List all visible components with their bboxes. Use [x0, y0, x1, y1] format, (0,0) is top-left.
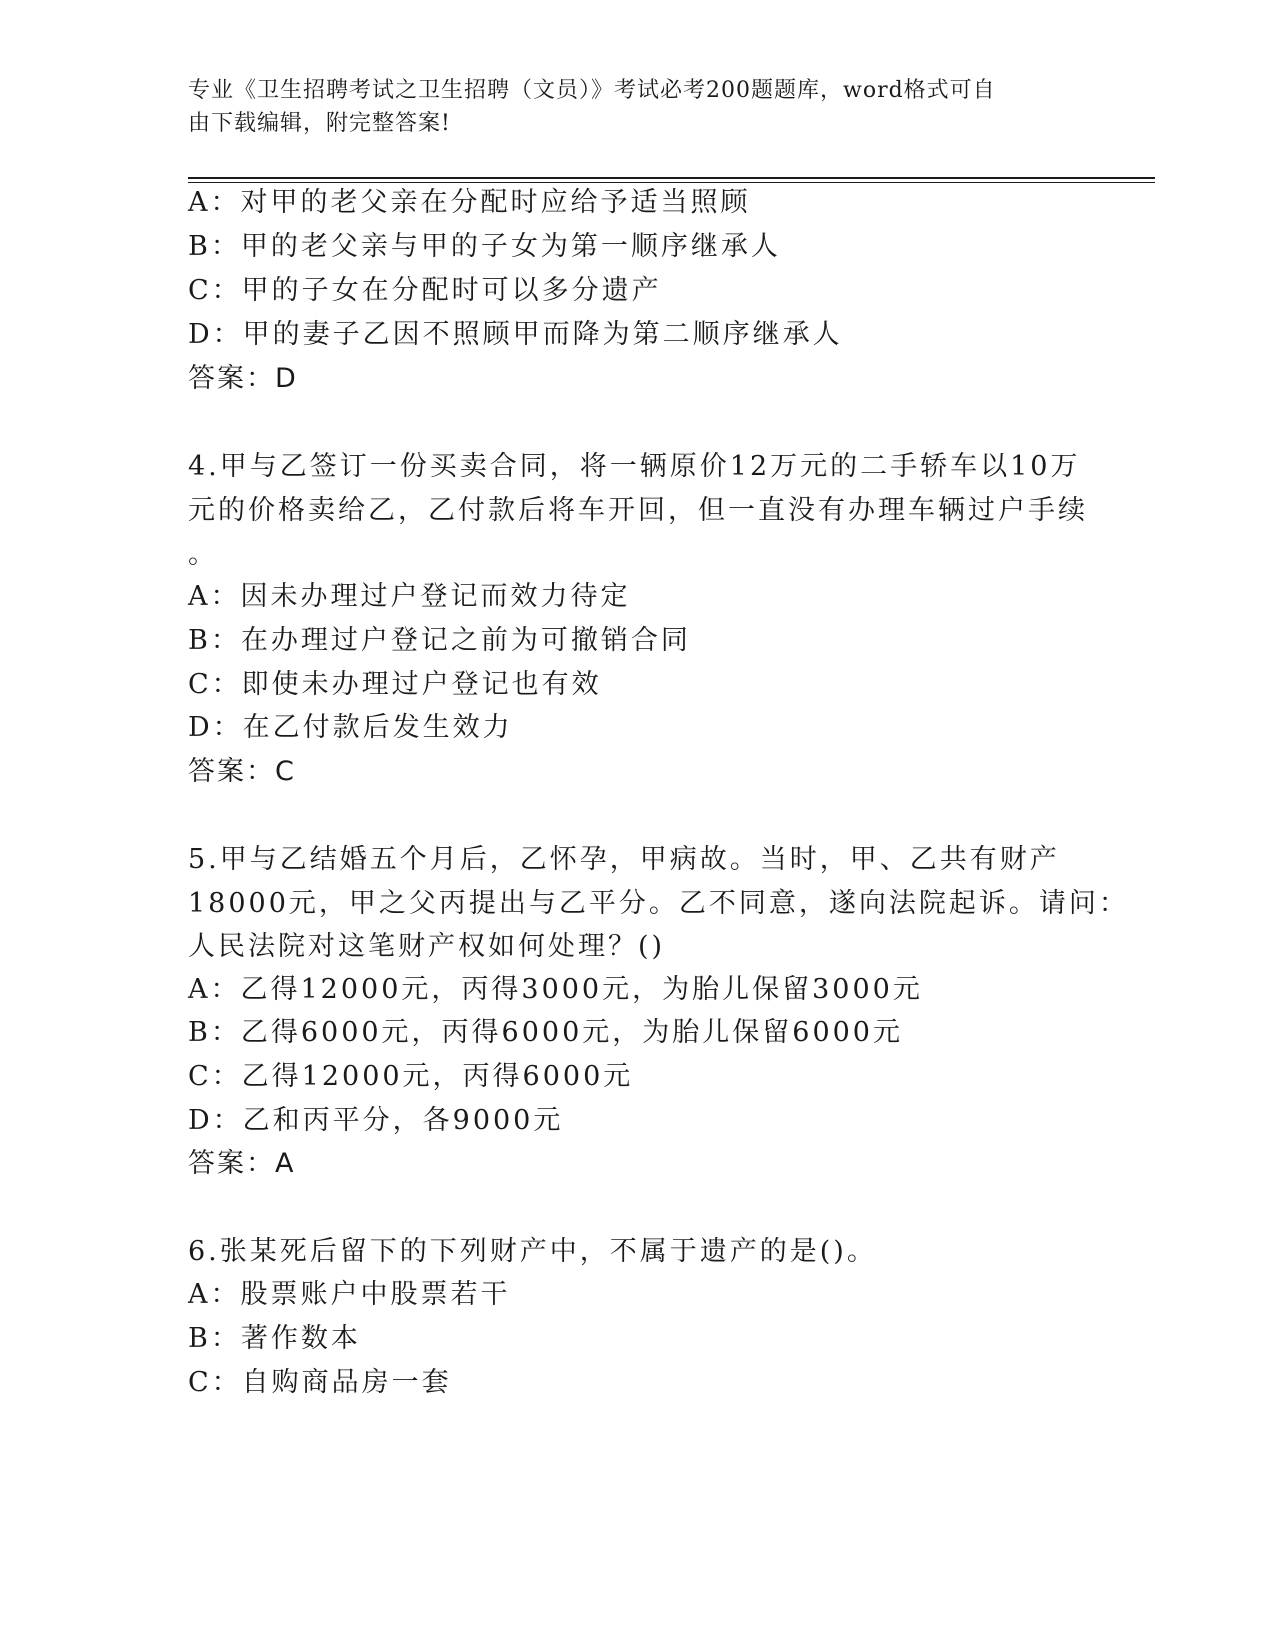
q5-option-b: B：乙得6000元，丙得6000元，为胎儿保留6000元 [188, 1017, 903, 1048]
q6-option-b: B：著作数本 [188, 1323, 361, 1354]
q4-stem-line-1: 4.甲与乙签订一份买卖合同，将一辆原价12万元的二手轿车以10万 [188, 451, 1081, 482]
header-line-1: 专业《卫生招聘考试之卫生招聘（文员）》考试必考200题题库，word格式可自 [188, 78, 996, 103]
q3-option-a: A：对甲的老父亲在分配时应给予适当照顾 [188, 187, 751, 218]
q5-stem-line-3: 人民法院对这笔财产权如何处理？() [188, 931, 666, 962]
q6-stem-line-1: 6.张某死后留下的下列财产中，不属于遗产的是()。 [188, 1236, 877, 1267]
q5-stem-line-2: 18000元，甲之父丙提出与乙平分。乙不同意，遂向法院起诉。请问： [188, 888, 1129, 919]
q5-stem-line-1: 5.甲与乙结婚五个月后，乙怀孕，甲病故。当时，甲、乙共有财产 [188, 844, 1060, 875]
q4-stem-line-3: 。 [188, 539, 218, 570]
q5-option-a: A：乙得12000元，丙得3000元，为胎儿保留3000元 [188, 974, 923, 1005]
q3-option-b: B：甲的老父亲与甲的子女为第一顺序继承人 [188, 231, 781, 262]
q4-stem-line-2: 元的价格卖给乙，乙付款后将车开回，但一直没有办理车辆过户手续 [188, 495, 1088, 526]
q4-option-d: D：在乙付款后发生效力 [188, 712, 513, 743]
q4-option-a: A：因未办理过户登记而效力待定 [188, 581, 631, 612]
header-divider-thin [188, 182, 1155, 183]
q6-option-c: C：自购商品房一套 [188, 1367, 452, 1398]
q3-option-c: C：甲的子女在分配时可以多分遗产 [188, 275, 662, 306]
q3-answer: 答案：D [188, 363, 298, 394]
q5-option-c: C：乙得12000元，丙得6000元 [188, 1061, 634, 1092]
q4-option-c: C：即使未办理过户登记也有效 [188, 669, 602, 700]
header-divider-thick [188, 177, 1155, 179]
header-line-2: 由下载编辑，附完整答案! [188, 111, 451, 136]
q4-option-b: B：在办理过户登记之前为可撤销合同 [188, 625, 691, 656]
q5-answer: 答案：A [188, 1148, 296, 1179]
q6-option-a: A：股票账户中股票若干 [188, 1279, 511, 1310]
q4-answer: 答案：C [188, 756, 296, 787]
q5-option-d: D：乙和丙平分，各9000元 [188, 1105, 564, 1136]
q3-option-d: D：甲的妻子乙因不照顾甲而降为第二顺序继承人 [188, 319, 843, 350]
document-header [188, 74, 1068, 140]
